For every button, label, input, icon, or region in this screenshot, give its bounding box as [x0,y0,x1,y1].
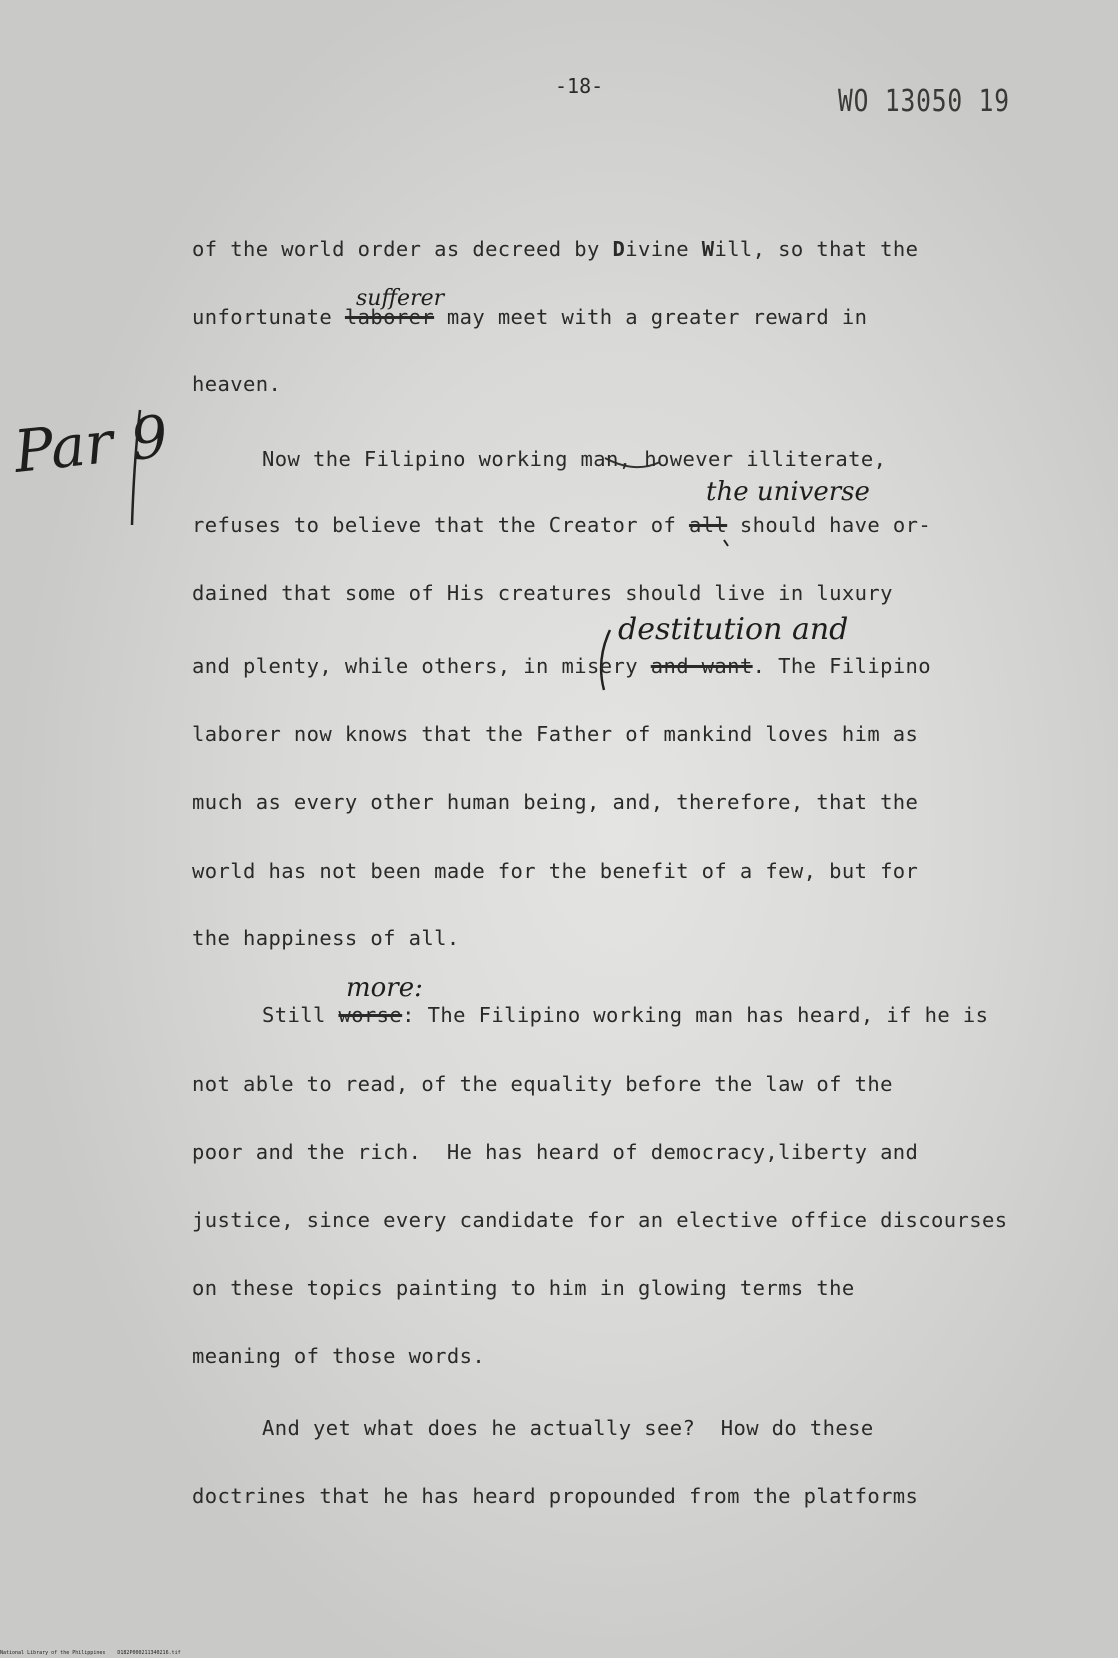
text-line-4: Now the Filipino working man, however illiterate, [262,447,887,471]
text-line-10: world has not been made for the benefit of a few, but for [192,859,919,883]
text-line-9: much as every other human being, and, therefore, that the [192,790,919,814]
text-line-18: And yet what does he actually see? How do these [262,1416,874,1440]
text-line-1: of the world order as decreed by Divine Will, so that the [192,237,919,261]
scan-footer: National Library of the Philippines D182P000211340216.tif [0,1650,181,1656]
handwritten-sufferer: sufferer [356,286,445,311]
struck-word-worse: worse [338,1003,403,1027]
text-line-12: Still worse: The Filipino working man has heard, if he is [262,1003,989,1027]
text-line-5: refuses to believe that the Creator of all should have or- [192,513,932,537]
page-number: -18- [555,74,604,98]
text-line-13: not able to read, of the equality before the law of the [192,1072,893,1096]
text-line-16: on these topics painting to him in glowing terms the [192,1276,855,1300]
text-line-6: dained that some of His creatures should live in luxury [192,581,893,605]
text-line-2: unfortunate laborer may meet with a greater reward in [192,305,868,329]
text-line-8: laborer now knows that the Father of mankind loves him as [192,722,919,746]
document-reference: WO 13050 19 [838,84,1010,119]
text-line-15: justice, since every candidate for an elective office discourses [192,1208,1008,1232]
margin-note: Par 9 [10,402,172,486]
handwritten-more: more: [346,973,423,1003]
text-line-19: doctrines that he has heard propounded from the platforms [192,1484,919,1508]
struck-word-all: all [688,513,728,537]
text-line-14: poor and the rich. He has heard of democracy,liberty and [192,1140,919,1164]
struck-words-and-want: and want [650,654,753,678]
text-line-7: and plenty, while others, in misery and want. The Filipino [192,654,932,678]
text-line-11: the happiness of all. [192,926,460,950]
text-line-3: heaven. [192,372,282,396]
handwritten-destitution-and: destitution and [618,612,849,647]
struck-word-laborer: laborer [344,305,435,329]
text-line-17: meaning of those words. [192,1344,486,1368]
handwritten-the-universe: the universe [706,477,870,507]
